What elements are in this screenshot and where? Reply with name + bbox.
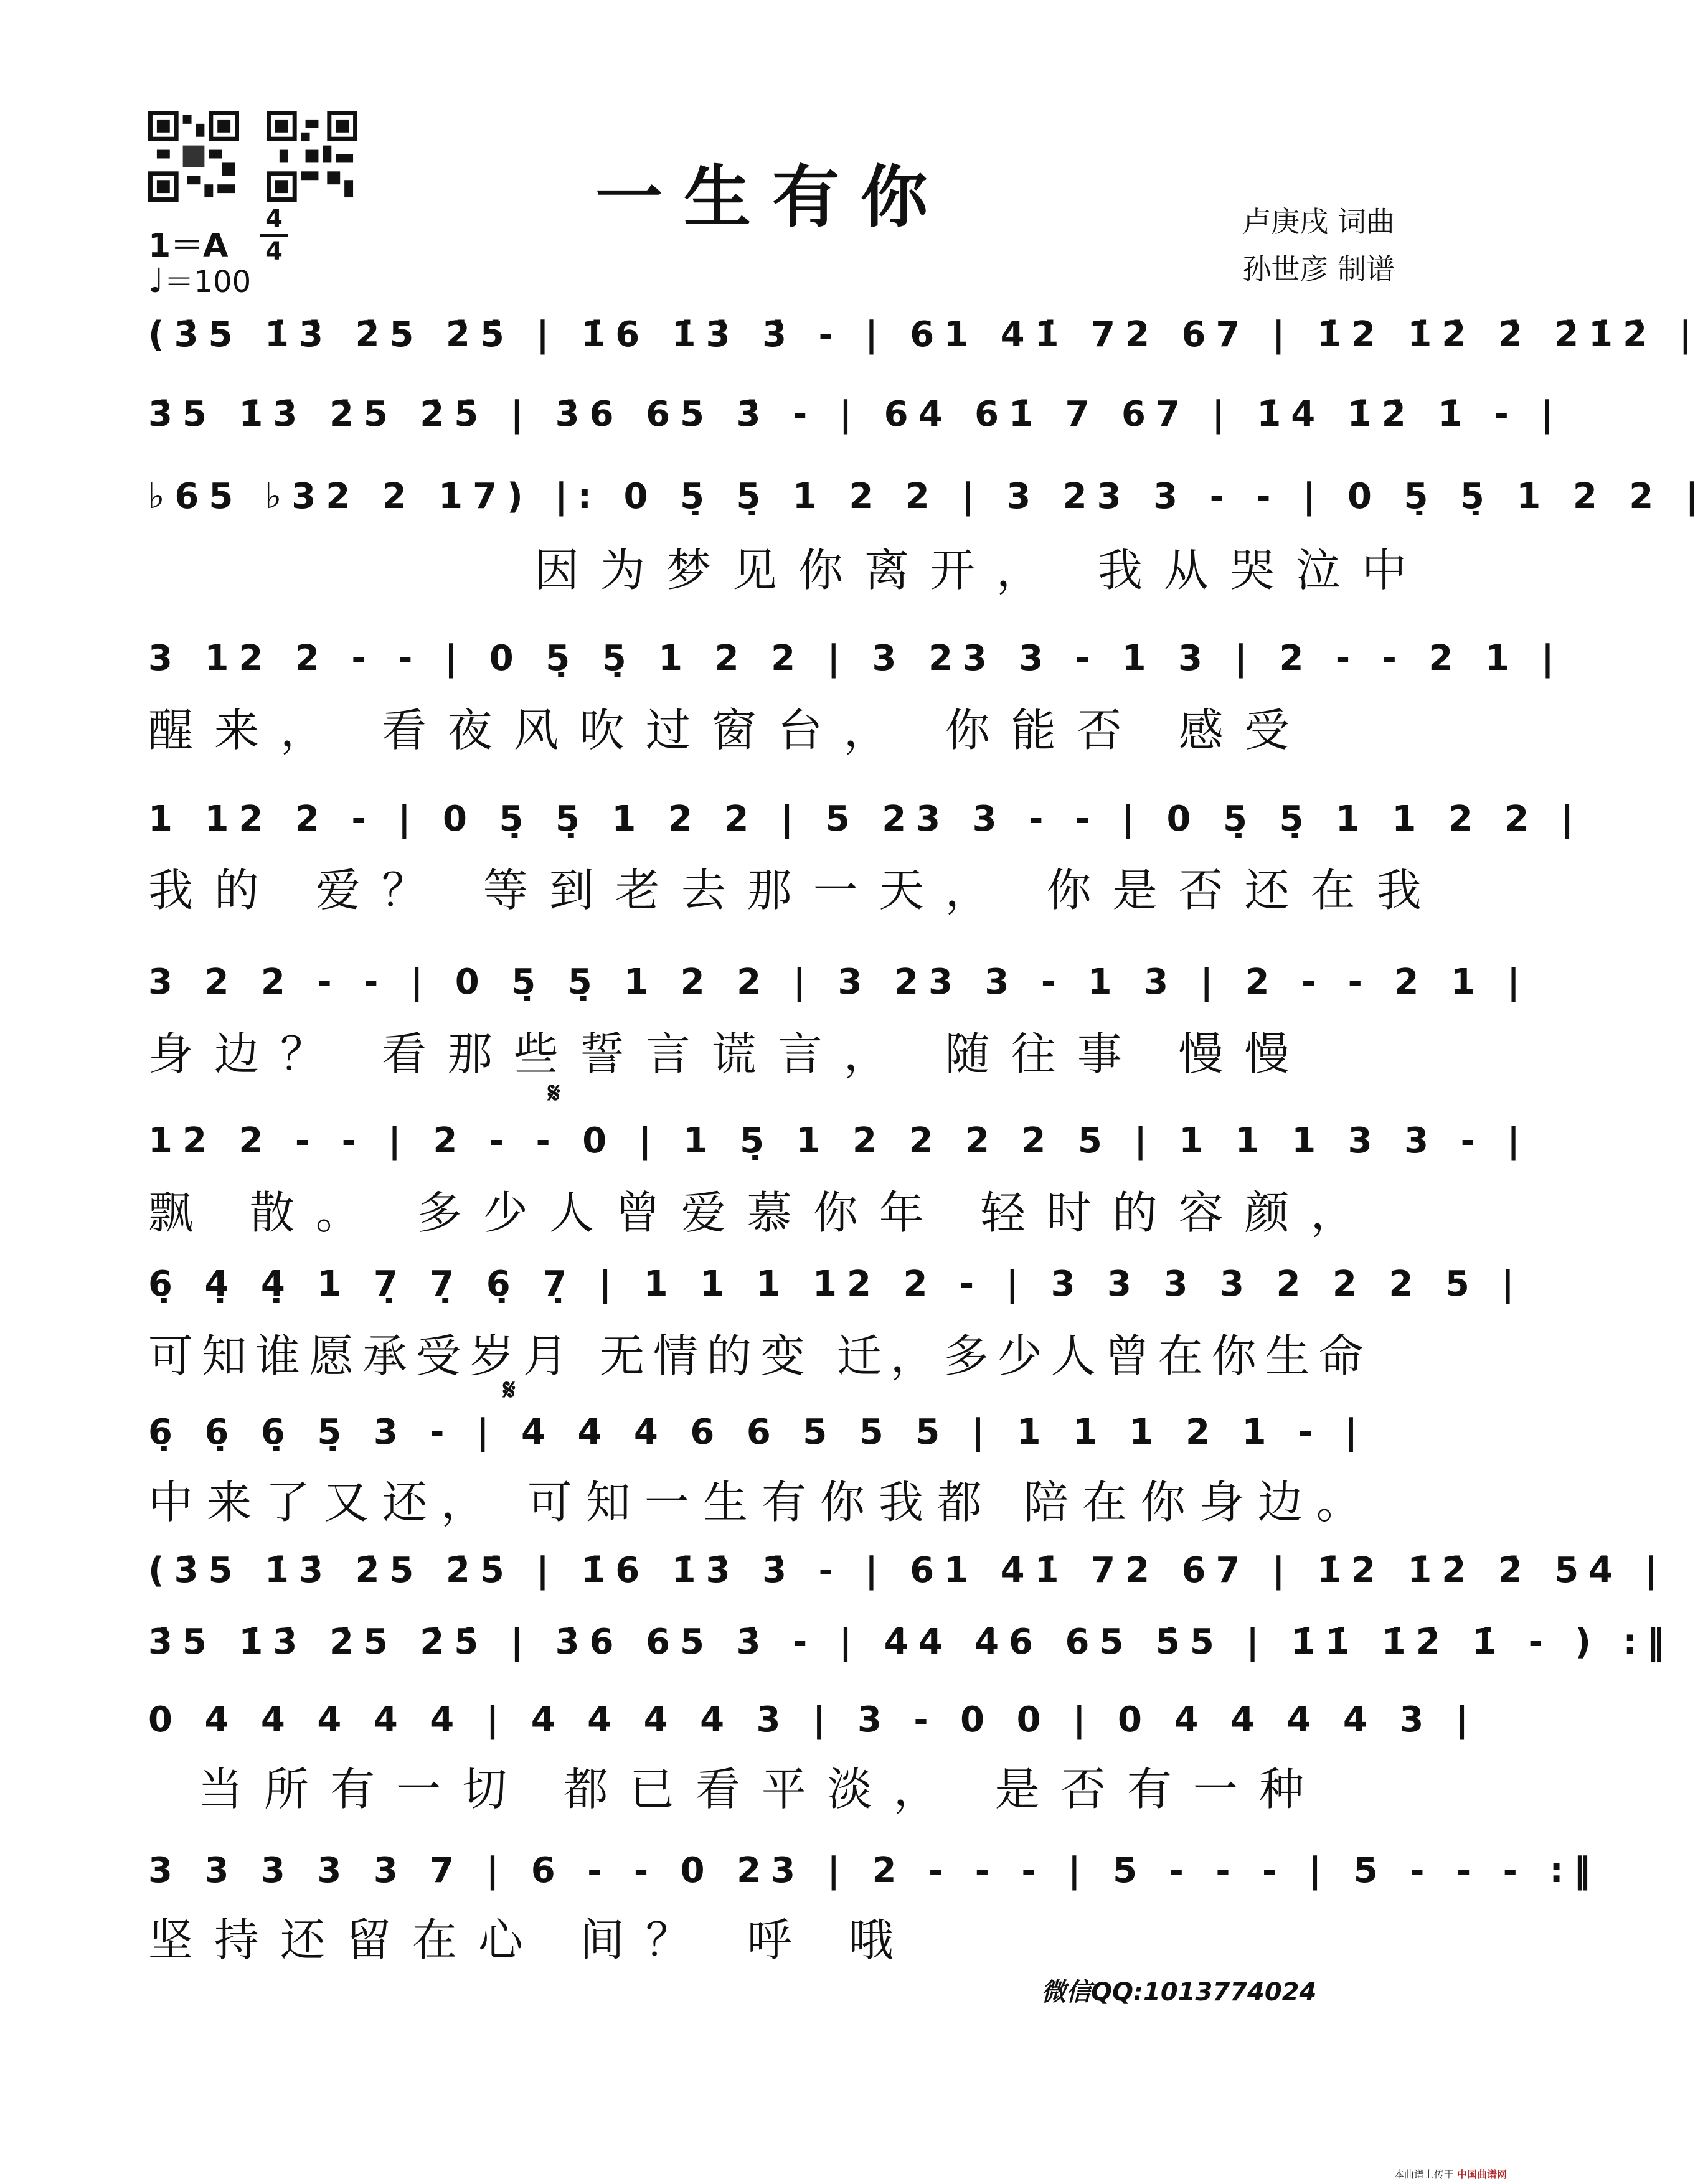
key-signature: 1＝A bbox=[148, 227, 229, 265]
contact-info: 微信QQ:1013774024 bbox=[1041, 1978, 1317, 2007]
score-line-9-notes: 6̣ 6̣ 6̣ 5̣ 3 - | 4 4 4 6 6 5 5 5 | 1 1 1 2 1 - | bbox=[148, 1412, 1368, 1452]
score-line-12-lyrics: 当所有一切 都已看平淡， 是否有一种 bbox=[198, 1763, 1325, 1815]
score-line-4-lyrics: 醒来， 看夜风吹过窗台， 你能否 感受 bbox=[148, 704, 1311, 756]
score-line-13-lyrics: 坚持还留在心 间？ 呼 哦 bbox=[148, 1914, 915, 1966]
score-line-1-notes: (3̇5 1̇3̇ 2̇5 2̇5̇ | 1̇6 1̇3̇ 3̇ - | 61 41̇ 72 67 | 1̇2 1̇2̇ 2̇ 2̇1̇2̇ | bbox=[148, 314, 1702, 355]
score-line-8-notes: 6̣ 4̣ 4̣ 1 7̣ 7̣ 6̣ 7̣ | 1 1 1 12 2 - | 3 3 3 3 2 2 2 5 | bbox=[148, 1264, 1524, 1304]
footer-site: 中国曲谱网 bbox=[1456, 2168, 1507, 2180]
time-signature-bottom: 4 bbox=[265, 237, 283, 266]
credits bbox=[1242, 198, 1395, 293]
segno-icon: 𝄋 bbox=[548, 1076, 560, 1109]
score-line-2-notes: 3̇5 1̇3̇ 2̇5 2̇5̇ | 3̇6 65 3̇ - | 64 61̇ 7 67 | 1̇4 1̇2̇ 1̇ - | bbox=[148, 394, 1564, 435]
score-line-5-lyrics: 我的 爱？ 等到老去那一天， 你是否还在我 bbox=[148, 864, 1443, 916]
score-line-9-lyrics: 中来了又还， 可知一生有你我都 陪在你身边。 bbox=[148, 1476, 1375, 1528]
lyricist-composer: 卢庚戌 词曲 bbox=[1242, 205, 1395, 238]
score-line-6-notes: 3 2 2 - - | 0 5̣ 5̣ 1 2 2 | 3 23 3 - 1 3 | 2 - - 2 1 | bbox=[148, 962, 1530, 1002]
tempo-value: ＝100 bbox=[164, 265, 252, 299]
score-line-13-notes: 3 3 3 3 3 7 | 6 - - 0 23 | 2 - - - | 5 - - - | 5 - - - :‖ bbox=[148, 1850, 1601, 1891]
score-line-12-notes: 0 4 4 4 4 4 | 4 4 4 4 3 | 3 - 0 0 | 0 4 4 4 4 3 | bbox=[148, 1700, 1479, 1740]
score-line-7-notes: 12 2 - - | 2 - - 0 | 1 5̣ 1 2 2 2 2 5 | 1 1 1 3 3 - | bbox=[148, 1121, 1530, 1161]
score-line-5-notes: 1 12 2 - | 0 5̣ 5̣ 1 2 2 | 5 23 3 - - | 0 5̣ 5̣ 1 1 2 2 | bbox=[148, 799, 1584, 839]
score-line-6-lyrics: 身边？ 看那些誓言谎言， 随往事 慢慢 bbox=[148, 1028, 1311, 1080]
time-signature-bar bbox=[260, 234, 288, 237]
segno-icon: 𝄋 bbox=[503, 1373, 516, 1406]
time-signature-top: 4 bbox=[265, 205, 283, 233]
score-line-4-notes: 3 12 2 - - | 0 5̣ 5̣ 1 2 2 | 3 23 3 - 1 3 | 2 - - 2 1 | bbox=[148, 638, 1564, 679]
footer-prefix: 本曲谱上传于 bbox=[1394, 2168, 1454, 2180]
page-title: 一生有你 bbox=[595, 158, 949, 237]
arranger: 孙世彦 制谱 bbox=[1242, 252, 1395, 286]
score-line-7-lyrics: 飘 散。 多少人曾爱慕你年 轻时的容颜， bbox=[148, 1187, 1377, 1239]
footer-watermark bbox=[1394, 2167, 1507, 2181]
score-line-10-notes: (3̇5 1̇3̇ 2̇5 2̇5̇ | 1̇6 1̇3̇ 3̇ - | 61 41̇ 72 67 | 1̇2 1̇2̇ 2̇ 54̇ | bbox=[148, 1550, 1668, 1591]
time-signature bbox=[260, 205, 288, 265]
score-line-8-lyrics: 可知谁愿承受岁月 无情的变 迁，多少人曾在你生命 bbox=[148, 1330, 1372, 1382]
score-line-3-lyrics: 因为梦见你离开， 我从哭泣中 bbox=[534, 544, 1428, 596]
quarter-note-icon: ♩ bbox=[148, 261, 164, 300]
score-line-11-notes: 3̇5 1̇3̇ 2̇5 2̇5̇ | 3̇6 65 3̇ - | 4̇4 4̇6 65 5̇5 | 1̇1̇ 1̇2̇ 1̇ - ) :‖ bbox=[148, 1622, 1674, 1662]
score-line-3-notes: ♭65 ♭32 2 17) |: 0 5̣ 5̣ 1 2 2 | 3 23 3 - - | 0 5̣ 5̣ 1 2 2 | bbox=[148, 476, 1708, 517]
tempo-marking bbox=[148, 258, 251, 301]
